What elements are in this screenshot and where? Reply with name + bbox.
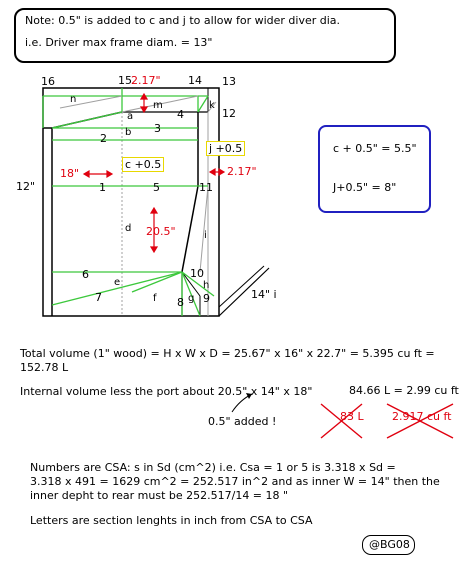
label-j-plus: j +0.5 — [206, 141, 245, 156]
side-box-line-1: c + 0.5" = 5.5" — [333, 142, 417, 155]
letter-e: e — [114, 277, 121, 288]
added-note: 0.5" added ! — [208, 415, 277, 428]
label-8: 8 — [177, 296, 184, 309]
letter-m: m — [153, 100, 163, 111]
dim-right: 2.17" — [227, 165, 257, 178]
dim-mid: 20.5" — [146, 225, 176, 238]
letters-note: Letters are section lenghts in inch from CSA to CSA — [30, 514, 313, 527]
csa-line-2: 3.318 x 491 = 1629 cm^2 = 252.517 in^2 and as inner W = 14" then the — [30, 475, 440, 488]
dim-height: 12" — [16, 180, 36, 193]
csa-line-1: Numbers are CSA: s in Sd (cm^2) i.e. Csa = 1 or 5 is 3.318 x Sd = — [30, 461, 396, 474]
signature: @BG08 — [369, 538, 410, 551]
csa-line-3: inner depht to rear must be 252.517/14 = 18 " — [30, 489, 289, 502]
letter-f: f — [153, 293, 157, 304]
crossed-liters: 83 L — [340, 410, 364, 423]
letter-b: b — [125, 127, 132, 138]
label-10: 10 — [190, 267, 204, 280]
label-4: 4 — [177, 108, 184, 121]
letter-h: h — [203, 280, 210, 291]
label-c-plus: c +0.5 — [122, 157, 164, 172]
label-5: 5 — [153, 181, 160, 194]
label-2: 2 — [100, 132, 107, 145]
total-volume-liters: 152.78 L — [20, 361, 69, 374]
total-volume-text: Total volume (1" wood) = H x W x D = 25.67" x 16" x 22.7" = 5.395 cu ft = — [20, 347, 435, 360]
label-13: 13 — [222, 75, 236, 88]
label-3: 3 — [154, 122, 161, 135]
crossed-cuft: 2.917 cu ft — [392, 410, 452, 423]
box-outline — [43, 88, 219, 316]
side-box — [318, 125, 431, 213]
dim-left: 18" — [60, 167, 80, 180]
letter-d: d — [125, 223, 132, 234]
letter-n: n — [70, 94, 77, 105]
label-11: 11 — [199, 181, 213, 194]
internal-volume-result: 84.66 L = 2.99 cu ft — [349, 384, 459, 397]
letter-k: k — [209, 100, 215, 111]
label-15: 15 — [118, 74, 132, 87]
internal-volume-text: Internal volume less the port about 20.5" x 14" x 18" — [20, 385, 313, 398]
dim-depth: 14" i — [251, 288, 277, 301]
label-16: 16 — [41, 75, 55, 88]
label-12: 12 — [222, 107, 236, 120]
label-9: 9 — [203, 292, 210, 305]
side-box-line-2: J+0.5" = 8" — [333, 181, 397, 194]
note-line-1: Note: 0.5" is added to c and j to allow for wider diver dia. — [25, 14, 341, 27]
letter-g: g — [188, 293, 195, 304]
label-14: 14 — [188, 74, 202, 87]
dim-top: 2.17" — [131, 74, 161, 87]
note-line-2: i.e. Driver max frame diam. = 13" — [25, 36, 213, 49]
letter-i: i — [204, 230, 207, 241]
label-7: 7 — [95, 291, 102, 304]
letter-a: a — [127, 111, 134, 122]
label-1: 1 — [99, 181, 106, 194]
label-6: 6 — [82, 268, 89, 281]
